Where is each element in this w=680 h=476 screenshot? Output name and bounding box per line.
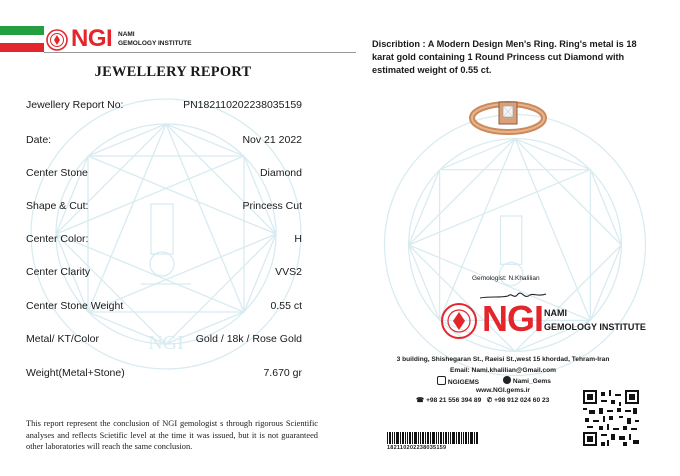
row-value: Gold / 18k / Rose Gold	[195, 333, 302, 345]
row-value: Princess Cut	[242, 200, 302, 212]
gemologist-label: Gemologist: N.Khalilian	[472, 275, 540, 282]
report-title: JEWELLERY REPORT	[94, 64, 252, 80]
row-value: PN182110202238035159	[183, 99, 302, 111]
row-label: Weight(Metal+Stone)	[26, 367, 125, 379]
row-value: VVS2	[275, 266, 302, 278]
row-label: Center Stone Weight	[26, 300, 124, 312]
instagram-icon	[437, 376, 446, 385]
iran-flag	[0, 26, 44, 52]
row-value: 7.670 gr	[263, 367, 302, 379]
disclaimer: This report represent the conclusion of NGI gemologist s through rigorous Scientific analyses and reflects Scietific level at the time it was issued, but it is not guaranteed other laboratories will reach the same conclusion.	[26, 419, 318, 451]
qr-code[interactable]	[583, 390, 639, 446]
row-label: Center Color:	[26, 233, 89, 245]
svg-text:NGI: NGI	[148, 332, 184, 354]
row-value: H	[294, 233, 302, 245]
phones: ☎ +98 21 556 394 89 ✆ +98 912 024 60 23	[416, 397, 550, 404]
row-label: Jewellery Report No:	[26, 99, 124, 111]
ngi-logo: NGI NAMI GEMOLOGY INSTITUTE	[46, 28, 196, 52]
row-label: Center Stone	[26, 167, 88, 179]
address: 3 building, Shishegaran St., Raeisi St.,west 15 khordad, Tehram-Iran	[396, 356, 610, 363]
telegram: Nami_Gems	[503, 376, 551, 385]
row-value: 0.55 ct	[270, 300, 302, 312]
email: Email: Nami.khalilian@Gmail.com	[449, 367, 557, 374]
row-value: Nov 21 2022	[242, 134, 302, 146]
row-value: Diamond	[259, 167, 302, 179]
row-label: Date:	[26, 134, 52, 146]
row-label: Center Clarity	[26, 266, 91, 278]
website: www.NGI.gems.ir	[476, 387, 530, 394]
ngi-seal-icon	[440, 302, 478, 340]
phone-icon: ☎	[416, 397, 425, 404]
ngi-seal-icon	[46, 29, 68, 51]
telegram-icon	[503, 376, 511, 384]
watermark-emblem-right	[370, 100, 660, 390]
barcode	[387, 432, 479, 444]
description: Discribtion : A Modern Design Men's Ring. Ring's metal is 18 karat gold containing 1 Round Princess cut Diamond with estimated weight of 0.55 ct.	[372, 39, 637, 75]
ngi-logo-large: NGI NAMI GEMOLOGY INSTITUTE	[440, 302, 640, 342]
ring-photo	[468, 90, 548, 140]
barcode-number: 182110202238035159	[387, 445, 447, 451]
whatsapp-icon: ✆	[486, 397, 493, 404]
row-label: Metal/ KT/Color	[26, 333, 99, 345]
row-label: Shape & Cut:	[26, 200, 89, 212]
instagram: NGIGEMS	[437, 376, 479, 386]
